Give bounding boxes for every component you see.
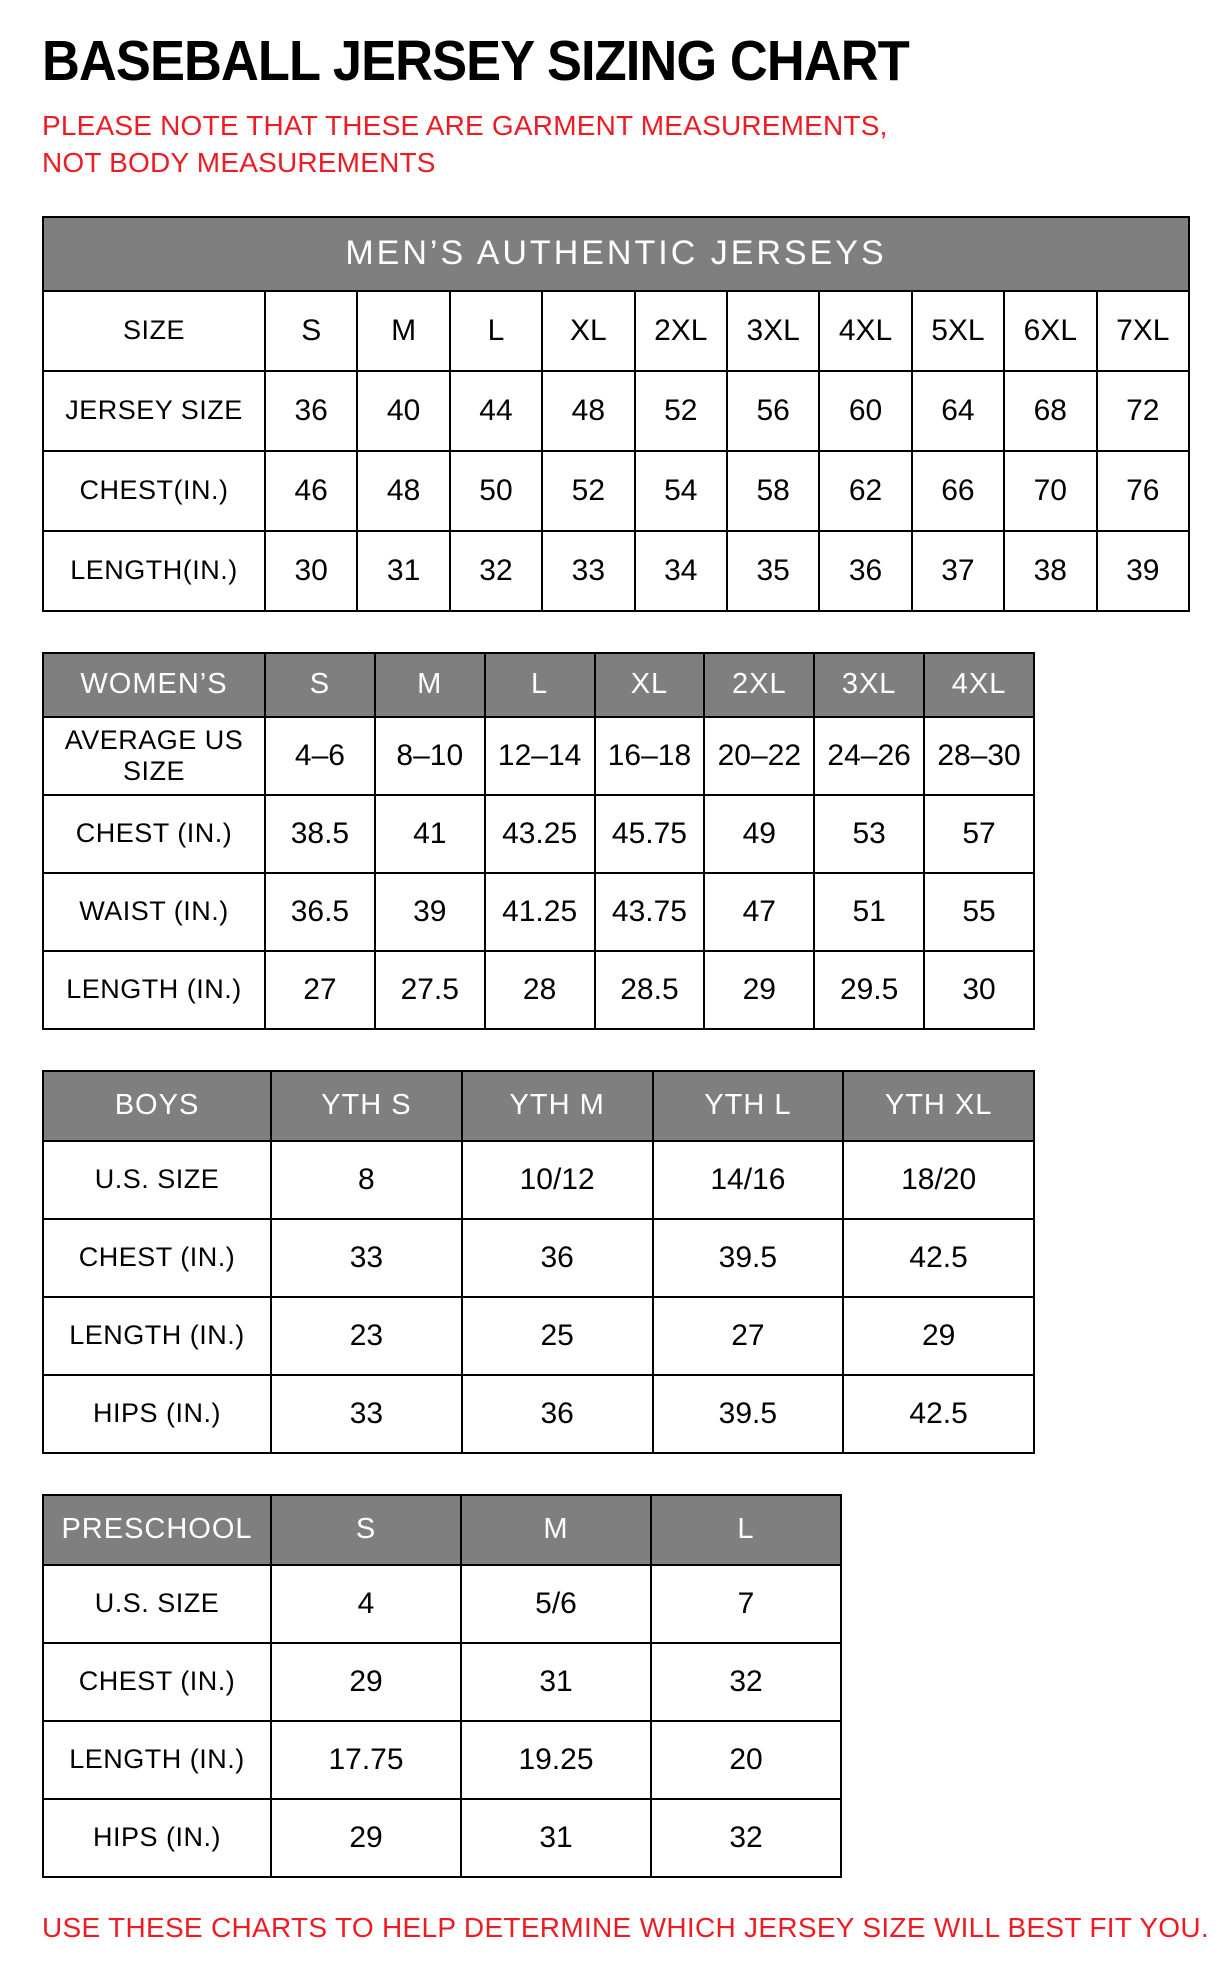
row-label: LENGTH (IN.) (43, 1721, 271, 1799)
boys-table-row (43, 1375, 1034, 1453)
value-cell: 43.25 (485, 795, 595, 873)
preschool-table-container (42, 1494, 1200, 1878)
value-cell: 52 (635, 371, 727, 451)
row-label: WAIST (IN.) (43, 873, 265, 951)
value-cell: 52 (542, 451, 634, 531)
value-cell: 33 (271, 1375, 462, 1453)
garment-measurement-note: PLEASE NOTE THAT THESE ARE GARMENT MEASUREMENTS, NOT BODY MEASUREMENTS (42, 110, 888, 178)
value-cell: 35 (727, 531, 819, 611)
value-cell: 51 (814, 873, 924, 951)
boys-size-header-cell: YTH L (653, 1071, 844, 1141)
value-cell: 55 (924, 873, 1034, 951)
womens-table-container (42, 652, 1200, 1030)
mens-table-row (43, 531, 1189, 611)
value-cell: 37 (912, 531, 1004, 611)
mens-table-container (42, 216, 1200, 612)
value-cell: 70 (1004, 451, 1096, 531)
value-cell: 32 (450, 531, 542, 611)
womens-size-header-cell: 2XL (704, 653, 814, 717)
value-cell: 42.5 (843, 1375, 1034, 1453)
value-cell: 28 (485, 951, 595, 1029)
mens-table-row (43, 451, 1189, 531)
value-cell: 49 (704, 795, 814, 873)
value-cell: 31 (461, 1799, 651, 1877)
boys-size-header-cell: YTH S (271, 1071, 462, 1141)
womens-size-header-cell: XL (595, 653, 705, 717)
value-cell: 28.5 (595, 951, 705, 1029)
value-cell: 41 (375, 795, 485, 873)
row-label: U.S. SIZE (43, 1565, 271, 1643)
boys-table-row (43, 1141, 1034, 1219)
boys-table-row (43, 1219, 1034, 1297)
value-cell: 27 (265, 951, 375, 1029)
value-cell: 34 (635, 531, 727, 611)
value-cell: 8 (271, 1141, 462, 1219)
value-cell: M (357, 291, 449, 371)
value-cell: 47 (704, 873, 814, 951)
value-cell: 39 (1097, 531, 1189, 611)
row-label: CHEST (IN.) (43, 1219, 271, 1297)
value-cell: 44 (450, 371, 542, 451)
value-cell: 39.5 (653, 1375, 844, 1453)
value-cell: 20 (651, 1721, 841, 1799)
value-cell: 36 (265, 371, 357, 451)
mens-table-title: MEN’S AUTHENTIC JERSEYS (43, 217, 1189, 291)
value-cell: 36.5 (265, 873, 375, 951)
row-label: JERSEY SIZE (43, 371, 265, 451)
row-label: CHEST (IN.) (43, 795, 265, 873)
value-cell: 48 (357, 451, 449, 531)
value-cell: 36 (819, 531, 911, 611)
value-cell: 45.75 (595, 795, 705, 873)
value-cell: 27 (653, 1297, 844, 1375)
value-cell: 2XL (635, 291, 727, 371)
value-cell: 56 (727, 371, 819, 451)
value-cell: 72 (1097, 371, 1189, 451)
boys-sizing-table (42, 1070, 1035, 1454)
value-cell: 38 (1004, 531, 1096, 611)
womens-size-header-cell: M (375, 653, 485, 717)
boys-table-container (42, 1070, 1200, 1454)
value-cell: 31 (357, 531, 449, 611)
boys-size-header-cell: YTH M (462, 1071, 653, 1141)
value-cell: 19.25 (461, 1721, 651, 1799)
preschool-size-header-cell: M (461, 1495, 651, 1565)
footer-note: USE THESE CHARTS TO HELP DETERMINE WHICH JERSEY SIZE WILL BEST FIT YOU. (42, 1911, 1209, 1943)
womens-size-header-cell: 3XL (814, 653, 924, 717)
value-cell: 27.5 (375, 951, 485, 1029)
value-cell: 46 (265, 451, 357, 531)
preschool-table-row (43, 1721, 841, 1799)
value-cell: 31 (461, 1643, 651, 1721)
value-cell: 5XL (912, 291, 1004, 371)
value-cell: 42.5 (843, 1219, 1034, 1297)
value-cell: 28–30 (924, 717, 1034, 795)
womens-table-row (43, 717, 1034, 795)
mens-sizing-table (42, 216, 1190, 612)
value-cell: 66 (912, 451, 1004, 531)
womens-size-header-cell: S (265, 653, 375, 717)
value-cell: 12–14 (485, 717, 595, 795)
preschool-size-header-cell: S (271, 1495, 461, 1565)
value-cell: 33 (271, 1219, 462, 1297)
value-cell: 29 (843, 1297, 1034, 1375)
value-cell: 43.75 (595, 873, 705, 951)
value-cell: 17.75 (271, 1721, 461, 1799)
value-cell: 4XL (819, 291, 911, 371)
womens-table-row (43, 951, 1034, 1029)
mens-table-row (43, 371, 1189, 451)
value-cell: 14/16 (653, 1141, 844, 1219)
value-cell: 32 (651, 1643, 841, 1721)
row-label: AVERAGE US SIZE (43, 717, 265, 795)
value-cell: 39.5 (653, 1219, 844, 1297)
value-cell: 6XL (1004, 291, 1096, 371)
boys-size-header-cell: YTH XL (843, 1071, 1034, 1141)
page-title: BASEBALL JERSEY SIZING CHART (42, 29, 909, 93)
value-cell: 23 (271, 1297, 462, 1375)
preschool-header-label: PRESCHOOL (43, 1495, 271, 1565)
value-cell: S (265, 291, 357, 371)
value-cell: 48 (542, 371, 634, 451)
value-cell: 29 (704, 951, 814, 1029)
value-cell: 54 (635, 451, 727, 531)
boys-header-label: BOYS (43, 1071, 271, 1141)
value-cell: 60 (819, 371, 911, 451)
value-cell: 7 (651, 1565, 841, 1643)
womens-size-header-cell: 4XL (924, 653, 1034, 717)
value-cell: 36 (462, 1375, 653, 1453)
row-label: LENGTH(IN.) (43, 531, 265, 611)
value-cell: 39 (375, 873, 485, 951)
value-cell: XL (542, 291, 634, 371)
value-cell: 29.5 (814, 951, 924, 1029)
value-cell: 4 (271, 1565, 461, 1643)
value-cell: 68 (1004, 371, 1096, 451)
value-cell: 76 (1097, 451, 1189, 531)
value-cell: 30 (924, 951, 1034, 1029)
preschool-table-row (43, 1565, 841, 1643)
row-label: HIPS (IN.) (43, 1375, 271, 1453)
row-label: CHEST(IN.) (43, 451, 265, 531)
value-cell: 8–10 (375, 717, 485, 795)
value-cell: 29 (271, 1799, 461, 1877)
value-cell: 40 (357, 371, 449, 451)
value-cell: 29 (271, 1643, 461, 1721)
row-label: SIZE (43, 291, 265, 371)
value-cell: 25 (462, 1297, 653, 1375)
value-cell: 16–18 (595, 717, 705, 795)
preschool-table-row (43, 1643, 841, 1721)
womens-table-row (43, 795, 1034, 873)
value-cell: 64 (912, 371, 1004, 451)
value-cell: 4–6 (265, 717, 375, 795)
value-cell: 10/12 (462, 1141, 653, 1219)
value-cell: 20–22 (704, 717, 814, 795)
value-cell: 38.5 (265, 795, 375, 873)
value-cell: 24–26 (814, 717, 924, 795)
value-cell: 5/6 (461, 1565, 651, 1643)
preschool-table-row (43, 1799, 841, 1877)
row-label: LENGTH (IN.) (43, 951, 265, 1029)
preschool-sizing-table (42, 1494, 842, 1878)
value-cell: 30 (265, 531, 357, 611)
value-cell: 62 (819, 451, 911, 531)
womens-size-header-cell: L (485, 653, 595, 717)
value-cell: 53 (814, 795, 924, 873)
row-label: LENGTH (IN.) (43, 1297, 271, 1375)
row-label: HIPS (IN.) (43, 1799, 271, 1877)
value-cell: 58 (727, 451, 819, 531)
value-cell: 18/20 (843, 1141, 1034, 1219)
value-cell: 3XL (727, 291, 819, 371)
womens-header-label: WOMEN’S (43, 653, 265, 717)
value-cell: 32 (651, 1799, 841, 1877)
value-cell: 7XL (1097, 291, 1189, 371)
row-label: U.S. SIZE (43, 1141, 271, 1219)
value-cell: 41.25 (485, 873, 595, 951)
womens-sizing-table (42, 652, 1035, 1030)
value-cell: 57 (924, 795, 1034, 873)
womens-table-row (43, 873, 1034, 951)
mens-table-row (43, 291, 1189, 371)
row-label: CHEST (IN.) (43, 1643, 271, 1721)
value-cell: 36 (462, 1219, 653, 1297)
value-cell: L (450, 291, 542, 371)
boys-table-row (43, 1297, 1034, 1375)
value-cell: 50 (450, 451, 542, 531)
preschool-size-header-cell: L (651, 1495, 841, 1565)
value-cell: 33 (542, 531, 634, 611)
